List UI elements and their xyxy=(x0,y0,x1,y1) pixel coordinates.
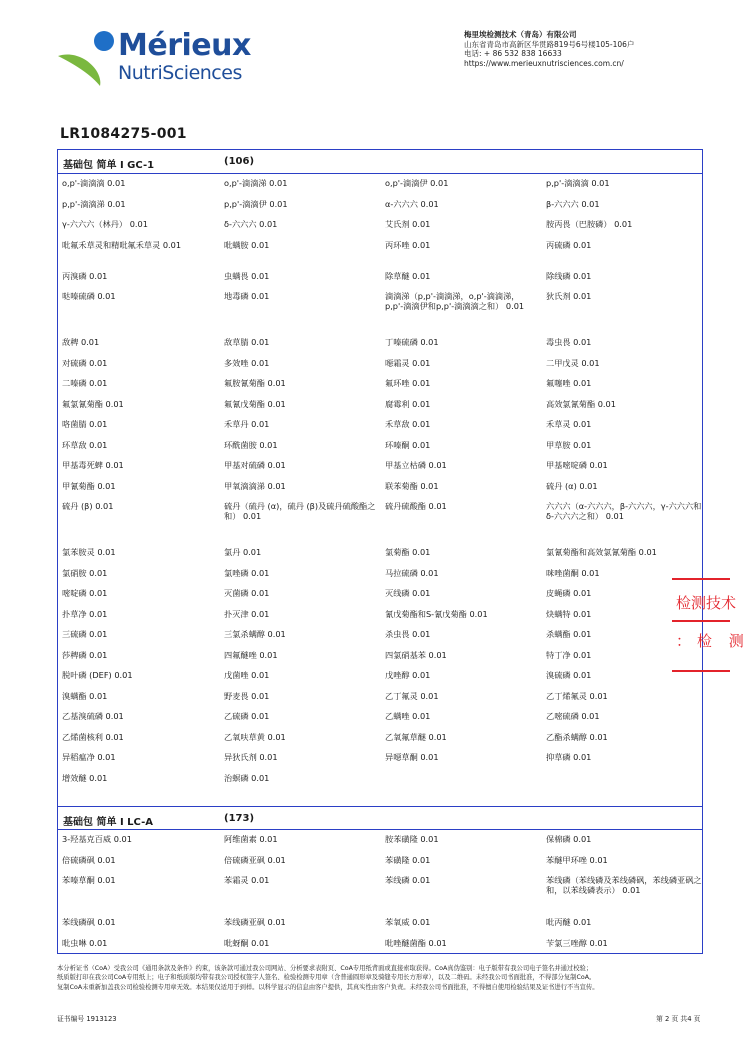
table-cell: 增效醚 0.01 xyxy=(62,772,108,783)
table-cell: 禾草灵 0.01 xyxy=(546,419,592,429)
table-cell: 胺苯磺隆 0.01 xyxy=(385,834,439,844)
table-cell: 六六六（α-六六六，β-六六六，γ-六六六和δ-六六六之和） 0.01 xyxy=(546,501,702,522)
table-cell: 脱叶磷 (DEF) 0.01 xyxy=(62,670,133,680)
table-cell: 乙螨唑 0.01 xyxy=(385,711,431,721)
table-cell: 胺丙畏（巴胺磷） 0.01 xyxy=(546,219,633,229)
table-cell: 苯霜灵 0.01 xyxy=(224,875,270,885)
table-cell: 乙氧氟草醚 0.01 xyxy=(385,731,447,742)
table-cell: 苯线磷亚砜 0.01 xyxy=(224,917,286,927)
table-cell: 皮蝇磷 0.01 xyxy=(546,588,592,598)
table-cell: 甲氰菊酯 0.01 xyxy=(62,480,116,491)
table-cell: p,p'-滴滴滴 0.01 xyxy=(546,178,610,188)
stamp-text-line2: ：检 测 xyxy=(676,632,750,650)
table-cell: 灭线磷 0.01 xyxy=(385,588,431,598)
table-cell: 乙烯菌核利 0.01 xyxy=(62,731,124,742)
company-address: 山东省青岛市高新区华贯路819号6号楼105-106户 xyxy=(464,39,635,49)
certificate-number: 证书编号 1913123 xyxy=(57,1015,117,1023)
table-cell: 吡氟禾草灵和精吡氟禾草灵 0.01 xyxy=(62,239,182,250)
table-cell: 苯线磷 0.01 xyxy=(385,875,431,885)
table-cell: 甲草胺 0.01 xyxy=(546,439,592,450)
table-cell: 硫丹 (α) 0.01 xyxy=(546,480,598,491)
table-cell: 杀螨酯 0.01 xyxy=(546,629,592,639)
table-cell: 甲基嘧啶磷 0.01 xyxy=(546,460,608,470)
table-cell: 吡蚜酮 0.01 xyxy=(224,937,270,948)
table-cell: 氟氰戊菊酯 0.01 xyxy=(224,398,286,409)
table-cell: 阿维菌素 0.01 xyxy=(224,834,278,844)
table-cell: o,p'-滴滴滴 0.01 xyxy=(62,178,126,188)
table-cell: 环嗪酮 0.01 xyxy=(385,439,431,450)
table-cell: 禾草丹 0.01 xyxy=(224,419,270,429)
table-cell: 三硫磷 0.01 xyxy=(62,629,108,639)
table-cell: 狄氏剂 0.01 xyxy=(546,291,592,301)
table-cell: 抑草磷 0.01 xyxy=(546,752,592,762)
red-seal-stamp xyxy=(672,578,750,674)
table-cell: 吡螨胺 0.01 xyxy=(224,239,270,250)
table-cell: 苯线磷砜 0.01 xyxy=(62,917,116,927)
table-cell: 嘧啶磷 0.01 xyxy=(62,588,108,598)
table-cell: 腐霉利 0.01 xyxy=(385,398,431,409)
table-cell: 联苯菊酯 0.01 xyxy=(385,480,439,491)
table-cell: 环草敌 0.01 xyxy=(62,439,108,450)
table-cell: 虫螨畏 0.01 xyxy=(224,270,270,281)
table-cell: 倍硫磷亚砜 0.01 xyxy=(224,854,286,865)
table-cell: 氯丹 0.01 xyxy=(224,547,262,557)
table-cell: 丙硫磷 0.01 xyxy=(546,239,592,250)
table-cell: δ-六六六 0.01 xyxy=(224,219,278,229)
table-cell: 戊菌唑 0.01 xyxy=(224,670,270,680)
company-name: 梅里埃检测技术（青岛）有限公司 xyxy=(464,30,577,39)
table-cell: 吡虫啉 0.01 xyxy=(62,937,108,948)
table-cell: 特丁净 0.01 xyxy=(546,649,592,660)
table-cell: 吡丙醚 0.01 xyxy=(546,917,592,927)
section-count: (173) xyxy=(224,813,255,824)
company-info xyxy=(464,30,634,68)
table-cell: 甲基对硫磷 0.01 xyxy=(224,460,286,470)
table-cell: 异稻瘟净 0.01 xyxy=(62,752,116,762)
page-number: 第 2 页 共4 页 xyxy=(656,1015,701,1023)
table-cell: β-六六六 0.01 xyxy=(546,198,600,209)
table-cell: 乙基溴硫磷 0.01 xyxy=(62,711,124,721)
table-cell: 氯苯胺灵 0.01 xyxy=(62,547,116,557)
table-cell: 野麦畏 0.01 xyxy=(224,690,270,701)
table-cell: 甲基毒死蜱 0.01 xyxy=(62,460,124,470)
table-cell: 乙氧呋草黄 0.01 xyxy=(224,731,286,742)
table-cell: 异噁草酮 0.01 xyxy=(385,752,439,762)
report-number: LR1084275-001 xyxy=(60,126,187,142)
table-cell: 乙丁烯氟灵 0.01 xyxy=(546,690,608,701)
table-cell: 苯磺隆 0.01 xyxy=(385,854,431,865)
merieux-logo xyxy=(56,30,256,90)
table-cell: 乙硫磷 0.01 xyxy=(224,711,270,721)
section-count: (106) xyxy=(224,156,255,167)
table-cell: 苯线磷（苯线磷及苯线磷砜，苯线磷亚砜之和，以苯线磷表示） 0.01 xyxy=(546,875,702,896)
table-cell: 滴滴涕（p,p'-滴滴涕，o,p'-滴滴涕，p,p'-滴滴伊和p,p'-滴滴滴之和） 0.01 xyxy=(385,291,525,312)
table-cell: 甲氧滴滴涕 0.01 xyxy=(224,480,286,491)
table-cell: 溴硫磷 0.01 xyxy=(546,670,592,680)
table-cell: 苄氯三唑醇 0.01 xyxy=(546,937,608,948)
table-cell: 地毒磷 0.01 xyxy=(224,291,270,301)
footer-note-2: 纸质版打印在我公司CoA专用纸上；电子和纸质版均带有我公司授权签字人签名、检验检测专用章（含普通圆形章及骑缝专用长方形章），以及二维码。未经我公司书面批准，不得部分复制CoA。 xyxy=(57,974,596,982)
table-cell: 乙酯杀螨醇 0.01 xyxy=(546,731,608,742)
table-cell: 氯菊酯 0.01 xyxy=(385,547,431,557)
table-cell: 环酰菌胺 0.01 xyxy=(224,439,278,450)
table-cell: 四氟醚唑 0.01 xyxy=(224,649,278,660)
footer-disclaimer xyxy=(57,964,717,992)
analysis-table xyxy=(57,149,703,954)
table-cell: o,p'-滴滴涕 0.01 xyxy=(224,178,288,188)
table-cell: 咪唑菌酮 0.01 xyxy=(546,567,600,578)
table-cell: 氟胺氰菊酯 0.01 xyxy=(224,378,286,388)
table-cell: 咯菌腈 0.01 xyxy=(62,419,108,429)
stamp-text-line1: 检测技术 xyxy=(676,594,737,612)
table-cell: 治螟磷 0.01 xyxy=(224,772,270,783)
table-cell: 氟环唑 0.01 xyxy=(385,378,431,388)
table-cell: 炔螨特 0.01 xyxy=(546,608,592,619)
table-cell: 多效唑 0.01 xyxy=(224,357,270,368)
table-cell: 苯氧威 0.01 xyxy=(385,917,431,927)
table-cell: γ-六六六（林丹） 0.01 xyxy=(62,219,148,229)
table-cell: 氰戊菊酯和S-氰戊菊酯 0.01 xyxy=(385,608,488,619)
logo-brand-text: Mérieux xyxy=(118,28,251,63)
table-cell: 氟氯氰菊酯 0.01 xyxy=(62,398,124,409)
footer-note-1: 本分析证书（CoA）受我公司《通用条款及条件》约束，该条款可通过我公司网站、分析要求表附页、CoA专用纸背面或直接索取获得。CoA真伪鉴别：电子版带有我公司电子签名并通过校验； xyxy=(57,965,593,972)
table-cell: α-六六六 0.01 xyxy=(385,198,439,209)
section-header-gc1 xyxy=(58,150,702,174)
table-cell: 丙溴磷 0.01 xyxy=(62,270,108,281)
table-cell: 除草醚 0.01 xyxy=(385,270,431,281)
section-header-lca xyxy=(58,806,702,830)
table-cell: 艾氏剂 0.01 xyxy=(385,219,431,229)
table-cell: 毒虫畏 0.01 xyxy=(546,337,592,347)
table-cell: p,p'-滴滴涕 0.01 xyxy=(62,198,126,209)
table-cell: 扑草净 0.01 xyxy=(62,608,108,619)
table-cell: 敌稗 0.01 xyxy=(62,337,100,347)
table-cell: 丁嗪硫磷 0.01 xyxy=(385,337,439,347)
table-cell: 丙环唑 0.01 xyxy=(385,239,431,250)
table-cell: 扑灭津 0.01 xyxy=(224,608,270,619)
table-cell: 除线磷 0.01 xyxy=(546,270,592,281)
table-cell: 氯唑磷 0.01 xyxy=(224,567,270,578)
table-cell: 戊唑醇 0.01 xyxy=(385,670,431,680)
table-cell: 乙嘧硫磷 0.01 xyxy=(546,711,600,721)
table-cell: 灭菌磷 0.01 xyxy=(224,588,270,598)
table-cell: 对硫磷 0.01 xyxy=(62,357,108,368)
table-cell: 三氯杀螨醇 0.01 xyxy=(224,629,286,639)
table-cell: p,p'-滴滴伊 0.01 xyxy=(224,198,288,209)
table-cell: 吡唑醚菌酯 0.01 xyxy=(385,937,447,948)
table-cell: 苯嗪草酮 0.01 xyxy=(62,875,116,885)
table-cell: 硫丹（硫丹 (α)，硫丹 (β)及硫丹硫酸酯之和） 0.01 xyxy=(224,501,376,522)
logo-sub-text: NutriSciences xyxy=(118,62,242,84)
table-cell: 硫丹 (β) 0.01 xyxy=(62,501,114,511)
table-cell: 苯醚甲环唑 0.01 xyxy=(546,854,608,865)
table-cell: 敌草腈 0.01 xyxy=(224,337,270,347)
table-cell: 倍硫磷砜 0.01 xyxy=(62,854,116,865)
table-cell: 高效氯氰菊酯 0.01 xyxy=(546,398,616,409)
section-title: 基础包 简单 I LC-A xyxy=(63,817,153,828)
logo-mark-icon xyxy=(56,30,118,88)
company-phone: 电话: + 86 532 838 16633 xyxy=(464,49,562,59)
table-cell: 二嗪磷 0.01 xyxy=(62,378,108,388)
table-cell: 溴螨酯 0.01 xyxy=(62,690,108,701)
table-cell: 四氯硝基苯 0.01 xyxy=(385,649,447,660)
table-cell: 马拉硫磷 0.01 xyxy=(385,567,439,578)
table-cell: 甲基立枯磷 0.01 xyxy=(385,460,447,470)
table-cell: 莎稗磷 0.01 xyxy=(62,649,108,660)
table-cell: 氯硝胺 0.01 xyxy=(62,567,108,578)
table-cell: 杀虫畏 0.01 xyxy=(385,629,431,639)
table-cell: 禾草敌 0.01 xyxy=(385,419,431,429)
table-cell: 硫丹硫酸酯 0.01 xyxy=(385,501,447,511)
section-title: 基础包 简单 I GC-1 xyxy=(63,160,155,171)
table-cell: 保棉磷 0.01 xyxy=(546,834,592,844)
table-cell: 哒嗪硫磷 0.01 xyxy=(62,291,116,301)
table-cell: 噁霜灵 0.01 xyxy=(385,357,431,368)
table-cell: o,p'-滴滴伊 0.01 xyxy=(385,178,449,188)
table-cell: 氟噻唑 0.01 xyxy=(546,378,592,388)
table-cell: 异狄氏剂 0.01 xyxy=(224,752,278,762)
table-cell: 乙丁氟灵 0.01 xyxy=(385,690,439,701)
company-website[interactable]: https://www.merieuxnutrisciences.com.cn/ xyxy=(464,58,624,68)
table-cell: 氯氰菊酯和高效氯氰菊酯 0.01 xyxy=(546,547,657,557)
table-cell: 3-羟基克百威 0.01 xyxy=(62,834,132,844)
footer-note-3: 复制CoA未重新加盖我公司检验检测专用章无效。本结果仅适用于到样。以科学显示的信息由客户提供，其真实性由客户负责。未经我公司书面批准，不得擅自使用检验结果及证书进行不当宣传。 xyxy=(57,983,599,991)
table-cell: 二甲戊灵 0.01 xyxy=(546,357,600,368)
